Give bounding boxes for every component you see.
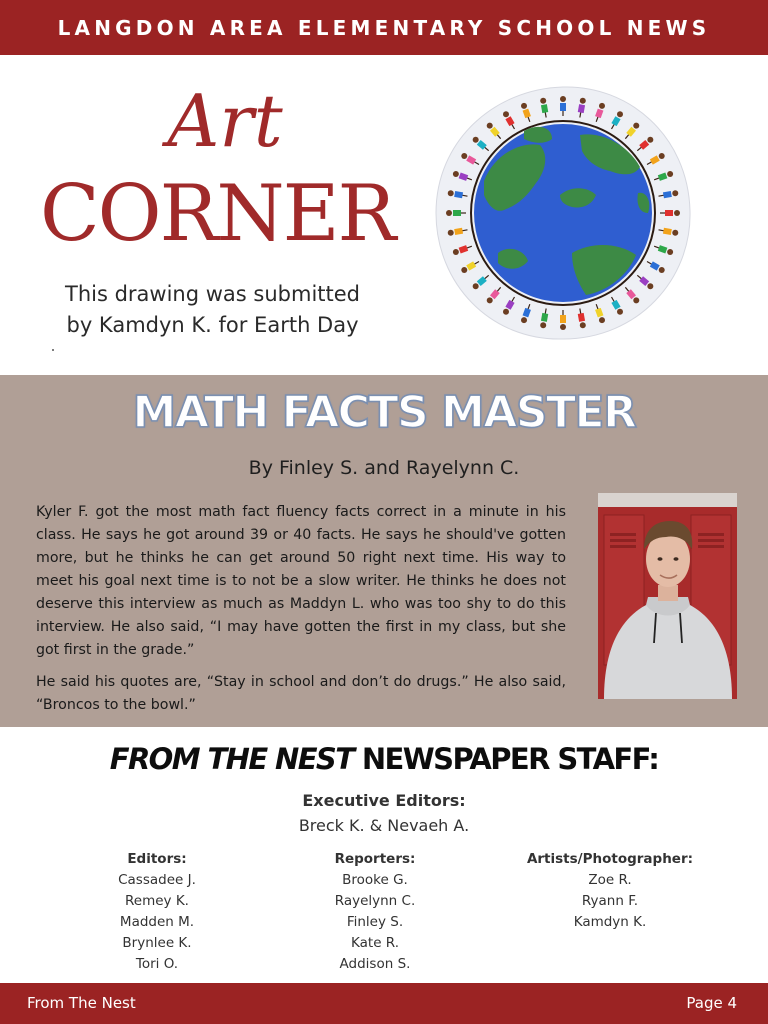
staff-heading-italic: FROM THE NEST	[109, 742, 354, 776]
executive-editors-names: Breck K. & Nevaeh A.	[298, 816, 470, 835]
page-footer	[0, 983, 768, 1024]
article-paragraph-2: He said his quotes are, “Stay in school and don’t do drugs.” He also said, “Broncos to the bowl.”	[36, 674, 566, 713]
footer-page-number: Page 4	[686, 994, 737, 1012]
math-facts-title: MATH FACTS MASTER	[132, 387, 636, 438]
student-photo	[598, 493, 737, 699]
staff-name: Zoe R.	[588, 872, 632, 888]
math-facts-byline: By Finley S. and Rayelynn C.	[248, 457, 520, 479]
staff-name: Tori O.	[135, 956, 179, 972]
footer-publication-name: From The Nest	[27, 994, 136, 1012]
staff-column-heading: Artists/Photographer:	[526, 851, 694, 867]
caption-line-2: by Kamdyn K. for Earth Day	[66, 313, 359, 337]
art-corner-section	[0, 55, 768, 375]
executive-editors-label: Executive Editors:	[302, 791, 466, 810]
math-facts-article	[36, 501, 566, 726]
stray-dot	[52, 349, 54, 351]
staff-name: Cassadee J.	[118, 872, 196, 888]
staff-column-reporters	[275, 849, 475, 975]
staff-column-heading: Reporters:	[334, 851, 416, 867]
staff-heading-rest: NEWSPAPER STAFF:	[353, 742, 659, 776]
staff-name: Addison S.	[339, 956, 411, 972]
math-facts-section	[0, 375, 768, 727]
staff-name: Brooke G.	[342, 872, 408, 888]
staff-name: Kamdyn K.	[573, 914, 647, 930]
header-title: LANGDON AREA ELEMENTARY SCHOOL NEWS	[57, 15, 711, 40]
staff-name: Madden M.	[119, 914, 195, 930]
staff-name: Brynlee K.	[122, 935, 192, 951]
staff-name: Kate R.	[351, 935, 399, 951]
staff-heading	[0, 742, 768, 776]
staff-name: Rayelynn C.	[334, 893, 416, 909]
art-corner-caption	[40, 279, 385, 341]
staff-name: Ryann F.	[581, 893, 639, 909]
page-header	[0, 0, 768, 55]
staff-column-editors	[57, 849, 257, 975]
staff-column-heading: Editors:	[127, 851, 187, 867]
article-paragraph-1: Kyler F. got the most math fact fluency facts correct in a minute in his class. He says he got around 39 or 40 facts. He says he should've gotten more, but he thinks he can get around 50 right next time. His way to meet his goal next time is to not be a slow writer. He thinks he does not deserve this interview as much as Maddyn L. who was too shy to do this interview. He also said, “I may have gotten the first in my class, but she got first in the grade.”	[36, 504, 566, 658]
caption-line-1: This drawing was submitted	[65, 282, 360, 306]
art-corner-title-script: Art	[167, 79, 283, 163]
staff-name: Finley S.	[346, 914, 404, 930]
staff-name: Remey K.	[125, 893, 189, 909]
art-corner-title-main: CORNER	[40, 169, 395, 259]
staff-column-artists	[510, 849, 710, 933]
earth-day-drawing	[432, 83, 694, 343]
